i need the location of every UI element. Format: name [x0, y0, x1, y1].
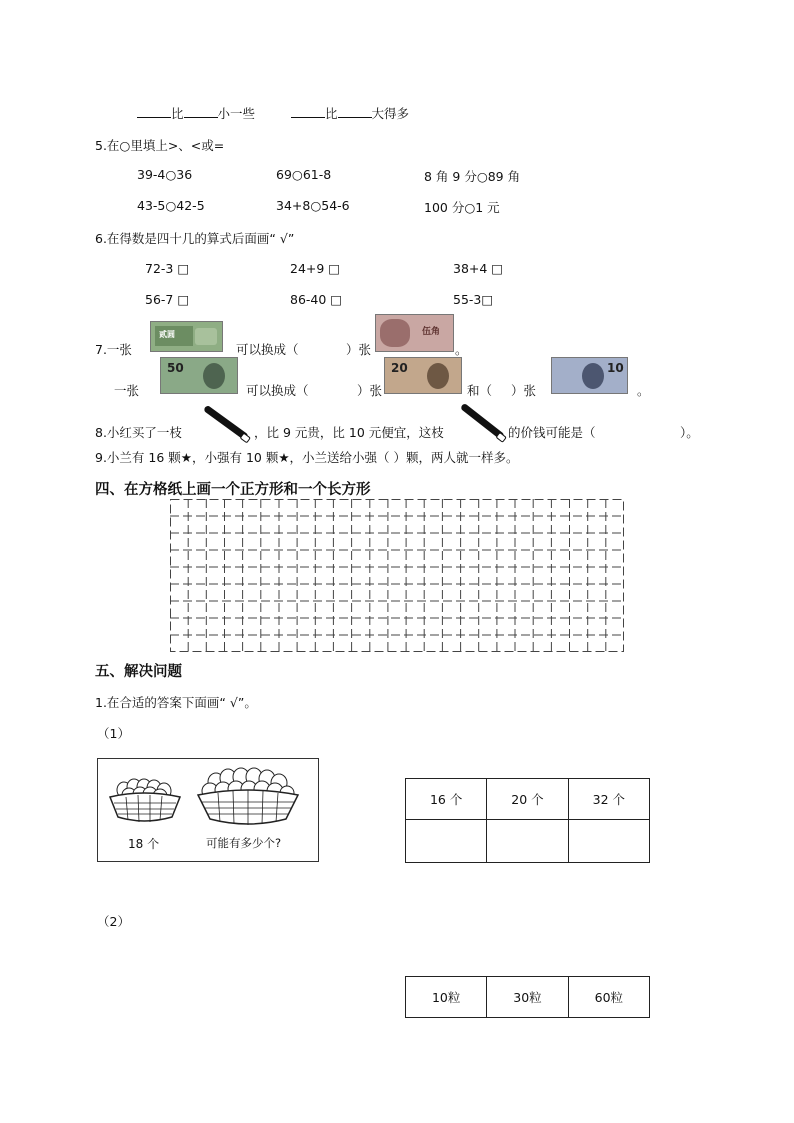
banknote-5-jiao-image — [375, 314, 454, 352]
q5-item: 8 角 9 分○89 角 — [424, 169, 521, 184]
banknote-value: 50 — [167, 361, 184, 375]
q7-text: 。 — [637, 383, 650, 398]
q7-text: 和（ — [467, 383, 493, 398]
answer-table-2 — [405, 976, 650, 1018]
q5-item: 43-5○42-5 — [137, 198, 205, 213]
banknote-label: 贰圆 — [159, 330, 175, 339]
compare-word: 比 — [171, 106, 184, 121]
q5-item: 100 分○1 元 — [424, 200, 500, 215]
q6-title: 6.在得数是四十几的算式后面画“ √” — [95, 231, 295, 246]
compare-phrase: 大得多 — [371, 106, 410, 121]
q7-text: 可以换成（ — [236, 342, 299, 357]
q6-item[interactable]: 55-3□ — [453, 292, 494, 307]
answer-blank[interactable] — [327, 340, 331, 355]
basket-left-label: 18 个 — [128, 837, 160, 851]
q7-text: 。 — [455, 342, 468, 357]
pen-image — [460, 403, 505, 441]
q6-item[interactable]: 72-3 □ — [145, 261, 190, 276]
q7-text: ）张 — [357, 383, 383, 398]
q8-text: ，比 9 元贵，比 10 元便宜，这枝 — [254, 425, 444, 440]
q5-item: 69○61-8 — [276, 167, 332, 182]
answer-blank[interactable] — [137, 106, 171, 118]
q5-title: 5.在○里填上>、<或= — [95, 138, 225, 153]
check-cell[interactable] — [487, 820, 568, 863]
dashed-grid-paper[interactable] — [170, 499, 624, 652]
q6-item[interactable]: 24+9 □ — [290, 261, 341, 276]
banknote-10-yuan-image — [551, 357, 628, 394]
option-cell: 30粒 — [487, 977, 568, 1018]
q8-text: 8.小红买了一枝 — [95, 425, 182, 440]
option-cell: 16 个 — [406, 779, 487, 820]
s5-q1-title: 1.在合适的答案下面画“ √”。 — [95, 695, 257, 710]
banknote-20-yuan-image — [384, 357, 462, 394]
answer-blank[interactable] — [291, 106, 325, 118]
q8-text: 的价钱可能是（ — [508, 425, 596, 440]
q5-item: 34+8○54-6 — [276, 198, 350, 213]
option-cell: 20 个 — [487, 779, 568, 820]
check-cell[interactable] — [406, 820, 487, 863]
q9-text: 9.小兰有 16 颗★，小强有 10 颗★，小兰送给小强（ ）颗，两人就一样多。 — [95, 450, 519, 465]
pen-image — [203, 405, 249, 441]
q6-item[interactable]: 38+4 □ — [453, 261, 504, 276]
part-2-label: （2） — [97, 914, 130, 929]
q5-item: 39-4○36 — [137, 167, 193, 182]
compare-line-left — [137, 104, 255, 122]
q7-text: 一张 — [114, 383, 140, 398]
answer-table-1 — [405, 778, 650, 863]
q8-text: ）。 — [680, 425, 699, 440]
q6-item[interactable]: 56-7 □ — [145, 292, 190, 307]
answer-blank[interactable] — [338, 106, 372, 118]
option-cell: 32 个 — [568, 779, 649, 820]
section-5-title: 五、解决问题 — [95, 664, 182, 680]
basket-right-label: 可能有多少个? — [206, 836, 282, 850]
banknote-2-yuan-image — [150, 321, 223, 352]
q7-text: 可以换成（ — [246, 383, 309, 398]
banknote-value: 20 — [391, 361, 408, 375]
q7-text: 7.一张 — [95, 342, 132, 357]
part-1-label: （1） — [97, 726, 130, 741]
q6-item[interactable]: 86-40 □ — [290, 292, 343, 307]
q7-text: ）张 — [511, 383, 537, 398]
q7-text: ）张 — [346, 342, 372, 357]
option-cell: 10粒 — [406, 977, 487, 1018]
answer-blank[interactable] — [184, 106, 218, 118]
compare-line-right — [291, 104, 409, 122]
section-4-title: 四、在方格纸上画一个正方形和一个长方形 — [95, 482, 371, 498]
compare-word: 比 — [325, 106, 338, 121]
banknote-label: 伍角 — [422, 327, 441, 337]
compare-phrase: 小一些 — [217, 106, 256, 121]
egg-baskets-picture — [97, 758, 319, 862]
banknote-value: 10 — [607, 361, 624, 375]
banknote-50-yuan-image — [160, 357, 238, 394]
option-cell: 60粒 — [568, 977, 649, 1018]
check-cell[interactable] — [568, 820, 649, 863]
